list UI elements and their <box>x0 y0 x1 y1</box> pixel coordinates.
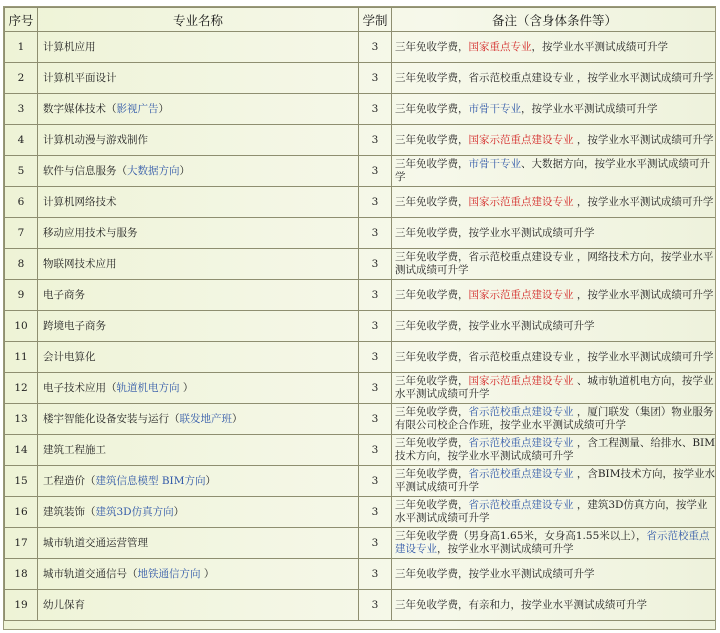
text-segment: 城市轨道交通运营管理 <box>43 536 148 549</box>
text-segment: ，建筑3D仿真方向，按学业水平测试成绩可升学 <box>395 499 708 524</box>
text-segment: 建筑装饰（ <box>43 505 96 518</box>
row-number: 6 <box>5 187 38 218</box>
text-segment: ） <box>205 474 216 487</box>
text-segment: 软件与信息服务（ <box>43 164 127 177</box>
table-row <box>5 32 717 63</box>
text-segment: ） <box>179 164 190 177</box>
row-number: 10 <box>5 311 38 342</box>
highlighted-text: 建筑3D仿真方向 <box>95 505 174 518</box>
text-segment: ） <box>200 567 215 580</box>
text-segment: 三年免收学费，按学业水平测试成绩可升学 <box>395 567 595 580</box>
remarks <box>392 497 717 528</box>
text-segment: 会计电算化 <box>43 350 96 363</box>
header-remarks: 备注（含身体条件等） <box>392 8 717 32</box>
text-segment: 三年免收学费， <box>395 468 469 480</box>
row-number: 19 <box>5 590 38 621</box>
text-segment: 三年免收学费， <box>395 40 469 53</box>
remarks <box>392 559 717 590</box>
text-segment: 三年免收学费，按学业水平测试成绩可升学 <box>395 226 595 239</box>
duration-years: 3 <box>359 280 392 311</box>
row-number: 14 <box>5 435 38 466</box>
duration-years: 3 <box>359 559 392 590</box>
remarks <box>392 249 717 280</box>
row-number: 7 <box>5 218 38 249</box>
text-segment: 物联网技术应用 <box>43 257 117 270</box>
duration-years: 3 <box>359 435 392 466</box>
text-segment: 三年免收学费， <box>395 375 469 387</box>
highlighted-text: 省示范校重点建设专业 <box>468 499 574 511</box>
text-segment: 三年免收学费（男身高1.65米，女身高1.55米以上）， <box>395 530 647 542</box>
text-segment: 三年免收学费， <box>395 288 469 301</box>
highlighted-text: 省示范校重点建设专业 <box>468 468 574 480</box>
duration-years: 3 <box>359 125 392 156</box>
text-segment: 三年免收学费， <box>395 406 469 418</box>
major-name <box>38 94 359 125</box>
text-segment: ，按学业水平测试成绩可升学 <box>437 543 574 555</box>
duration-years: 3 <box>359 63 392 94</box>
text-segment: 跨境电子商务 <box>43 319 106 332</box>
remarks <box>392 311 717 342</box>
table-body <box>5 32 717 621</box>
major-name <box>38 63 359 94</box>
remarks <box>392 528 717 559</box>
row-number: 12 <box>5 373 38 404</box>
header-duration: 学制 <box>359 8 392 32</box>
major-name <box>38 218 359 249</box>
duration-years: 3 <box>359 156 392 187</box>
row-number: 2 <box>5 63 38 94</box>
table-row <box>5 94 717 125</box>
major-name <box>38 187 359 218</box>
text-segment: ） <box>179 381 194 394</box>
text-segment: 、大数据方向，按学业水平测试成绩可升学 <box>395 158 710 183</box>
text-segment: 三年免收学费，省示范校重点建设专业 ，网络技术方向，按学业水平测试成绩可升学 <box>395 251 714 276</box>
remarks <box>392 94 717 125</box>
text-segment: 计算机应用 <box>43 40 96 53</box>
text-segment: 计算机网络技术 <box>43 195 117 208</box>
highlighted-text: 省示范校重点建设专业 <box>468 437 574 449</box>
text-segment: 移动应用技术与服务 <box>43 226 138 239</box>
text-segment: ，按学业水平测试成绩可升学 <box>531 40 668 53</box>
text-segment: ，含工程测量、给排水、BIM技术方向，按学业水平测试成绩可升学 <box>395 437 715 462</box>
text-segment: 数字媒体技术（ <box>43 102 117 115</box>
text-segment: 、城市轨道机电方向，按学业水平测试成绩可升学 <box>395 375 714 400</box>
row-number: 9 <box>5 280 38 311</box>
highlighted-text: 国家示范重点建设专业 <box>468 375 574 387</box>
text-segment: 楼宇智能化设备安装与运行（ <box>43 412 180 425</box>
text-segment: ，按学业水平测试成绩可升学 <box>521 102 658 115</box>
highlighted-text: 国家示范重点建设专业 <box>468 288 574 301</box>
duration-years: 3 <box>359 32 392 63</box>
row-number: 15 <box>5 466 38 497</box>
duration-years: 3 <box>359 94 392 125</box>
major-name <box>38 435 359 466</box>
text-segment: ，按学业水平测试成绩可升学 <box>573 133 714 146</box>
remarks <box>392 280 717 311</box>
highlighted-text: 市骨干专业 <box>468 158 521 170</box>
major-name <box>38 590 359 621</box>
text-segment: 计算机动漫与游戏制作 <box>43 133 148 146</box>
text-segment: 城市轨道交通信号（ <box>43 567 138 580</box>
table-row <box>5 466 717 497</box>
header-row <box>5 8 717 32</box>
text-segment: ，按学业水平测试成绩可升学 <box>573 288 714 301</box>
major-name <box>38 342 359 373</box>
table-row <box>5 125 717 156</box>
table-row <box>5 590 717 621</box>
major-name <box>38 559 359 590</box>
duration-years: 3 <box>359 466 392 497</box>
table-row <box>5 404 717 435</box>
text-segment: ，厦门联发（集团）物业服务有限公司校企合作班，按学业水平测试成绩可升学 <box>395 406 714 431</box>
row-number: 17 <box>5 528 38 559</box>
highlighted-text: 地铁通信方向 <box>137 567 201 580</box>
remarks <box>392 590 717 621</box>
text-segment: 三年免收学费，有亲和力，按学业水平测试成绩可升学 <box>395 598 647 611</box>
majors-table-container <box>3 6 716 630</box>
major-name <box>38 249 359 280</box>
duration-years: 3 <box>359 187 392 218</box>
highlighted-text: 国家示范重点建设专业 <box>468 195 574 208</box>
text-segment: ） <box>158 102 169 115</box>
remarks <box>392 187 717 218</box>
table-row <box>5 435 717 466</box>
remarks <box>392 342 717 373</box>
highlighted-text: 大数据方向 <box>127 164 180 177</box>
major-name <box>38 373 359 404</box>
majors-table <box>4 7 716 621</box>
text-segment: 三年免收学费， <box>395 437 469 449</box>
major-name <box>38 528 359 559</box>
table-row <box>5 249 717 280</box>
table-row <box>5 311 717 342</box>
highlighted-text: 联发地产班 <box>179 412 232 425</box>
remarks <box>392 63 717 94</box>
duration-years: 3 <box>359 218 392 249</box>
row-number: 8 <box>5 249 38 280</box>
duration-years: 3 <box>359 373 392 404</box>
text-segment: 三年免收学费，省示范校重点建设专业 ，按学业水平测试成绩可升学 <box>395 350 714 363</box>
highlighted-text: 建筑信息模型 BIM方向 <box>95 474 206 487</box>
major-name <box>38 156 359 187</box>
text-segment: ，按学业水平测试成绩可升学 <box>573 195 714 208</box>
highlighted-text: 国家示范重点建设专业 <box>468 133 574 146</box>
row-number: 5 <box>5 156 38 187</box>
header-major-name: 专业名称 <box>38 8 359 32</box>
major-name <box>38 280 359 311</box>
table-row <box>5 187 717 218</box>
table-row <box>5 280 717 311</box>
duration-years: 3 <box>359 311 392 342</box>
text-segment: 幼儿保育 <box>43 598 85 611</box>
major-name <box>38 497 359 528</box>
text-segment: 三年免收学费， <box>395 499 469 511</box>
duration-years: 3 <box>359 249 392 280</box>
table-row <box>5 218 717 249</box>
remarks <box>392 373 717 404</box>
major-name <box>38 125 359 156</box>
row-number: 16 <box>5 497 38 528</box>
table-row <box>5 373 717 404</box>
remarks <box>392 32 717 63</box>
remarks <box>392 125 717 156</box>
table-row <box>5 63 717 94</box>
text-segment: 三年免收学费，省示范校重点建设专业 ，按学业水平测试成绩可升学 <box>395 71 714 84</box>
text-segment: ） <box>232 412 243 425</box>
duration-years: 3 <box>359 528 392 559</box>
major-name <box>38 404 359 435</box>
highlighted-text: 市骨干专业 <box>468 102 521 115</box>
table-row <box>5 528 717 559</box>
major-name <box>38 311 359 342</box>
row-number: 18 <box>5 559 38 590</box>
highlighted-text: 国家重点专业 <box>468 40 532 53</box>
text-segment: 电子技术应用（ <box>43 381 117 394</box>
table-row <box>5 342 717 373</box>
row-number: 3 <box>5 94 38 125</box>
remarks <box>392 156 717 187</box>
row-number: 4 <box>5 125 38 156</box>
major-name <box>38 32 359 63</box>
remarks <box>392 218 717 249</box>
text-segment: 三年免收学费， <box>395 133 469 146</box>
highlighted-text: 影视广告 <box>116 102 159 115</box>
text-segment: ） <box>173 505 185 518</box>
duration-years: 3 <box>359 590 392 621</box>
text-segment: 电子商务 <box>43 288 85 301</box>
row-number: 13 <box>5 404 38 435</box>
text-segment: ，含BIM技术方向，按学业水平测试成绩可升学 <box>395 468 715 493</box>
duration-years: 3 <box>359 497 392 528</box>
duration-years: 3 <box>359 342 392 373</box>
text-segment: 三年免收学费， <box>395 195 469 208</box>
row-number: 1 <box>5 32 38 63</box>
duration-years: 3 <box>359 404 392 435</box>
highlighted-text: 省示范校重点建设专业 <box>468 406 574 418</box>
row-number: 11 <box>5 342 38 373</box>
remarks <box>392 466 717 497</box>
major-name <box>38 466 359 497</box>
text-segment: 三年免收学费， <box>395 158 469 170</box>
text-segment: 计算机平面设计 <box>43 71 117 84</box>
text-segment: 建筑工程施工 <box>43 443 106 456</box>
text-segment: 工程造价（ <box>43 474 96 487</box>
text-segment: 三年免收学费，按学业水平测试成绩可升学 <box>395 319 595 332</box>
table-row <box>5 497 717 528</box>
table-row <box>5 559 717 590</box>
table-row <box>5 156 717 187</box>
header-number: 序号 <box>5 8 38 32</box>
highlighted-text: 轨道机电方向 <box>116 381 180 394</box>
remarks <box>392 404 717 435</box>
highlighted-text: 省示范校重点建设专业 <box>395 530 710 555</box>
text-segment: 三年免收学费， <box>395 102 469 115</box>
remarks <box>392 435 717 466</box>
